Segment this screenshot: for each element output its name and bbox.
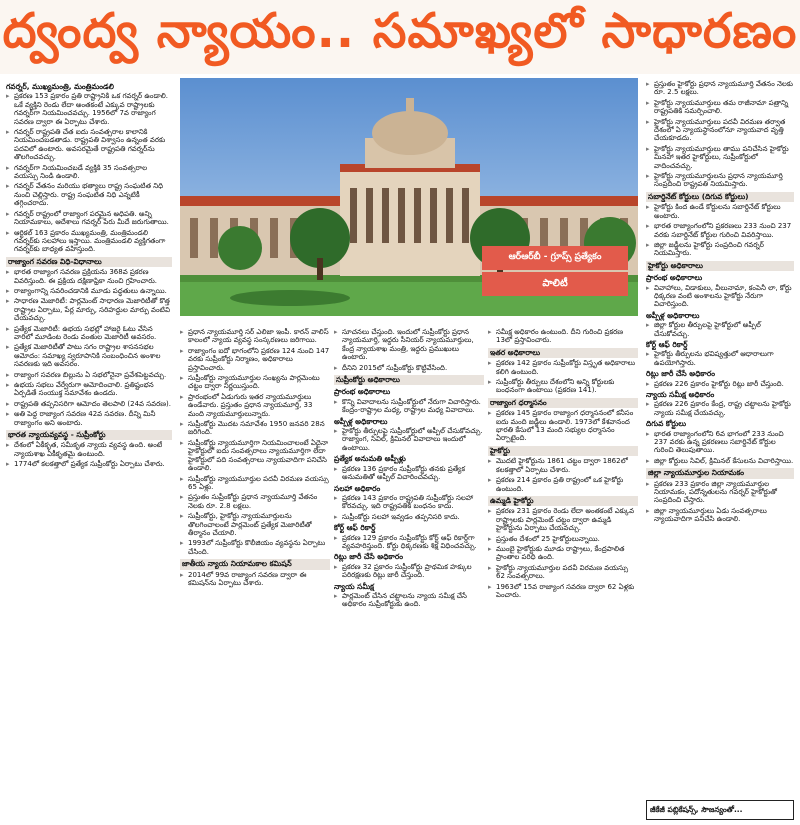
paragraph-list bbox=[334, 494, 484, 521]
paragraph: ▸ జిల్లా కోర్టులు సివిల్, క్రిమినల్ కేసులను విచారిస్తాయి. bbox=[646, 457, 794, 465]
subject-tag: పాలిటీ bbox=[482, 272, 628, 296]
paragraph: ▸ కొన్ని వివాదాలను సుప్రీంకోర్టులో నేరుగా విచారిస్తారు. కేంద్రం-రాష్ట్రాల మధ్య, రాష్ట్రాల మధ్య వివాదాలు. bbox=[334, 398, 484, 415]
section-heading: రాజ్యాంగ సవరణ విధి-విధానాలు bbox=[6, 257, 172, 267]
paragraph: ▸ రాష్ట్రపతి తప్పనిసరిగా ఆమోదం తెలపాలి (24వ సవరణ). bbox=[6, 400, 172, 408]
paragraph-list bbox=[646, 203, 794, 257]
publisher-byline: జీకేజీ పబ్లికేషన్స్, సౌజన్యంతో... bbox=[646, 800, 794, 820]
paragraph: ▸ హైకోర్టు తీర్పులపై సుప్రీంకోర్టులో అప్పీల్ చేసుకోవచ్చు. రాజ్యాంగ, సివిల్, క్రిమినల్ వివాదాలు ఇందులో ఉంటాయి. bbox=[334, 427, 484, 452]
paragraph: ▸ దేశంలో ఏకీకృత, సమీకృత న్యాయ వ్యవస్థ ఉంది. అంటే న్యాయశాఖ ఏకీకృతమై ఉంటుంది. bbox=[6, 441, 172, 458]
paragraph: ▸ ప్రకరణ 142 ప్రకారం సుప్రీంకోర్టు విస్తృత అధికారాలు కలిగి ఉంటుంది. bbox=[488, 359, 638, 376]
subheading: ప్రారంభ అధికారాలు bbox=[646, 273, 703, 283]
paragraph: ▸ సుప్రీంకోర్టు న్యాయమూర్తుల పదవీ విరమణ వయస్సు 65 ఏళ్లు. bbox=[180, 475, 330, 492]
paragraph: ▸ హైకోర్టు న్యాయమూర్తులను ప్రధాన న్యాయమూర్తి సంప్రదించి రాష్ట్రపతి నియమిస్తారు. bbox=[646, 172, 794, 189]
section-heading: జిల్లా న్యాయమూర్తుల నియామకం bbox=[646, 468, 794, 478]
paragraph-list bbox=[180, 571, 330, 588]
paragraph: ▸ ప్రస్తుతం సుప్రీంకోర్టు ప్రధాన న్యాయమూర్తి వేతనం నెలకు రూ. 2.8 లక్షలు. bbox=[180, 493, 330, 510]
paragraph: ▸ రాజ్యాంగ సవరణ బిల్లును ఏ సభలోనైనా ప్రవేశపెట్టవచ్చు. bbox=[6, 371, 172, 379]
paragraph: ▸ దీనిని 2015లో సుప్రీంకోర్టు కొట్టివేసింది. bbox=[334, 364, 484, 372]
paragraph-list bbox=[488, 328, 638, 345]
paragraph: ▸ భారత రాజ్యాంగ సవరణ ప్రక్రియను 368వ ప్రకరణ వివరిస్తుంది. ఈ ప్రక్రియ దక్షిణాఫ్రికా నుంచి గ్రహించారు. bbox=[6, 268, 172, 285]
paragraph: ▸ అతి పెద్ద రాజ్యాంగ సవరణ 42వ సవరణ. దీన్ని మినీ రాజ్యాంగం అని అంటారు. bbox=[6, 410, 172, 427]
paragraph: ▸ భారత రాజ్యాంగంలోని ప్రకరణలు 233 నుంచి 237 వరకు సబార్డినేట్ కోర్టుల గురించి వివరిస్తాయి. bbox=[646, 222, 794, 239]
paragraph: ▸ ప్రస్తుతం హైకోర్టు ప్రధాన న్యాయమూర్తి వేతనం నెలకు రూ. 2.5 లక్షలు. bbox=[646, 80, 794, 97]
paragraph: ▸ హైకోర్టు న్యాయమూర్తులు పదవీ విరమణ తర్వాత దేశంలో ఏ న్యాయస్థానంలోనూ న్యాయవాద వృత్తి చేయకూడదు. bbox=[646, 118, 794, 143]
paragraph-list bbox=[6, 268, 172, 427]
subheading: దిగువ కోర్టులు bbox=[646, 419, 687, 429]
paragraph: ▸ ప్రకరణ 214 ప్రకారం ప్రతి రాష్ట్రంలో ఒక హైకోర్టు ఉంటుంది. bbox=[488, 476, 638, 493]
section-heading: జాతీయ న్యాయ నియామకాల కమిషన్ bbox=[180, 559, 330, 569]
paragraph: ▸ 1774లో కలకత్తాలో ప్రత్యేక సుప్రీంకోర్టు ఏర్పాటు చేశారు. bbox=[6, 460, 172, 468]
middle-column-3 bbox=[488, 328, 638, 818]
paragraph-list bbox=[488, 457, 638, 493]
paragraph-list bbox=[488, 409, 638, 443]
paragraph: ▸ హైకోర్టు న్యాయమూర్తులు తమ రాజీనామా పత్రాన్ని రాష్ట్రపతికి సమర్పించాలి. bbox=[646, 99, 794, 116]
paragraph: ▸ రాజ్యాంగం ఐదో భాగంలోని ప్రకరణ 124 నుంచి 147 వరకు సుప్రీంకోర్టు నిర్మాణం, అధికారాలు ప్రస్తావించారు. bbox=[180, 347, 330, 372]
paragraph-list bbox=[334, 592, 484, 609]
headline-banner bbox=[0, 0, 800, 74]
paragraph: ▸ ప్రత్యేక మెజారిటీతో పాటు సగం రాష్ట్రాల శాసనసభల ఆమోదం: సమాఖ్య స్వరూపానికి సంబంధించిన అంశాల సవరణకు ఇది అవసరం. bbox=[6, 343, 172, 368]
paragraph: ▸ సమీక్ష అధికారం ఉంటుంది. దీని గురించి ప్రకరణ 13లో ప్రస్తావించారు. bbox=[488, 328, 638, 345]
paragraph: ▸ ప్రత్యేక మెజారిటీ: ఉభయ సభల్లో హాజరై ఓటు వేసిన వారిలో మూడింట రెండు వంతుల మెజారిటీ అవసరం. bbox=[6, 325, 172, 342]
paragraph: ▸ ప్రకరణ 226 ప్రకారం కేంద్ర, రాష్ట్ర చట్టాలను హైకోర్టు న్యాయ సమీక్ష చేయవచ్చు. bbox=[646, 400, 794, 417]
paragraph-list bbox=[334, 465, 484, 482]
paragraph: ▸ మొదటి హైకోర్టును 1861 చట్టం ద్వారా 1862లో కలకత్తాలో ఏర్పాటు చేశారు. bbox=[488, 457, 638, 474]
paragraph: ▸ ప్రకరణ 231 ప్రకారం రెండు లేదా అంతకంటే ఎక్కువ రాష్ట్రాలకు పార్లమెంట్ చట్టం ద్వారా ఉమ్మడి హైకోర్టును ఏర్పాటు చేయవచ్చు. bbox=[488, 507, 638, 532]
paragraph-list bbox=[646, 430, 794, 466]
paragraph: ▸ ప్రకరణ 233 ప్రకారం జిల్లా న్యాయమూర్తుల నియామకం, పదోన్నతులను గవర్నర్ హైకోర్టుతో సంప్రదించి చేస్తారు. bbox=[646, 480, 794, 505]
section-heading: గవర్నర్, ముఖ్యమంత్రి, మంత్రిమండలి bbox=[6, 82, 114, 91]
subheading: రిట్లు జారీ చేసే అధికారం bbox=[646, 369, 715, 379]
paragraph: ▸ సుప్రీంకోర్టు మొదట సమావేశం 1950 జనవరి 28న జరిగింది. bbox=[180, 420, 330, 437]
paragraph-list bbox=[180, 328, 330, 556]
subheading: అప్పీళ్ల అధికారాలు bbox=[646, 310, 700, 320]
paragraph: ▸ సాధారణ మెజారిటీ: పార్లమెంట్ సాధారణ మెజారిటీతో కొత్త రాష్ట్రాల ఏర్పాటు, పేర్ల మార్పు, సరిహద్దుల మార్పు వంటివి చేయవచ్చు. bbox=[6, 297, 172, 322]
paragraph: ▸ రాజ్యాంగాన్ని సవరించడానికి మూడు పద్ధతులు ఉన్నాయి. bbox=[6, 287, 172, 295]
paragraph-list bbox=[646, 321, 794, 338]
paragraph: ▸ జిల్లా న్యాయమూర్తులు ఏడు సంవత్సరాలు న్యాయవాదిగా పనిచేసి ఉండాలి. bbox=[646, 507, 794, 524]
section-heading: ఇతర అధికారాలు bbox=[488, 348, 638, 358]
paragraph-list bbox=[334, 563, 484, 580]
subheading: కోర్ట్ ఆఫ్ రికార్డ్ bbox=[646, 339, 688, 349]
paragraph: ▸ వివాహాలు, విడాకులు, వీలునామా, కంపెనీ లా, కోర్టు ధిక్కరణ వంటి అంశాలను హైకోర్టు నేరుగా విచారిస్తుంది. bbox=[646, 284, 794, 309]
paragraph: ▸ ప్రకరణ 32 ప్రకారం సుప్రీంకోర్టు ప్రాథమిక హక్కుల పరిరక్షణకు రిట్లు జారీ చేస్తుంది. bbox=[334, 563, 484, 580]
subheading: న్యాయ సమీక్ష bbox=[334, 581, 375, 591]
section-heading: రాజ్యాంగ ధర్మాసనం bbox=[488, 398, 638, 408]
subheading: ప్రత్యేక అనుమతి అప్పీళ్లు bbox=[334, 454, 406, 464]
paragraph: ▸ ఉభయ సభలు వేర్వేరుగా ఆమోదించాలి. ప్రతిష్టంభన ఏర్పడితే సంయుక్త సమావేశం ఉండదు. bbox=[6, 381, 172, 398]
paragraph-list bbox=[6, 92, 172, 253]
paragraph: ▸ ప్రకరణ 153 ప్రకారం ప్రతి రాష్ట్రానికి ఒక గవర్నర్ ఉండాలి. ఒకే వ్యక్తిని రెండు లేదా అంతకంటే ఎక్కువ రాష్ట్రాలకు గవర్నర్‌గా నియమించవచ్చు. 1956లో 7వ రాజ్యాంగ సవరణ ద్వారా ఈ ఏర్పాటు చేశారు. bbox=[6, 92, 172, 126]
paragraph: ▸ సుప్రీంకోర్టు సలహా ఇవ్వడం తప్పనిసరి కాదు. bbox=[334, 513, 484, 521]
paragraph: ▸ ప్రధాన న్యాయమూర్తి సర్ ఎలిజా ఇంపీ. కారన్ వాలిస్ కాలంలో న్యాయ వ్యవస్థ సంస్కరణలు జరిగాయి. bbox=[180, 328, 330, 345]
paragraph: ▸ భారత రాజ్యాంగంలోని 6వ భాగంలో 233 నుంచి 237 వరకు ఉన్న ప్రకరణలు సబార్డినేట్ కోర్టుల గురించి తెలుపుతాయి. bbox=[646, 430, 794, 455]
paragraph: ▸ ప్రకరణ 226 ప్రకారం హైకోర్టు రిట్లు జారీ చేస్తుంది. bbox=[646, 380, 794, 388]
paragraph: ▸ ప్రకరణ 145 ప్రకారం రాజ్యాంగ ధర్మాసనంలో కనీసం ఐదు మంది జడ్జీలు ఉండాలి. 1973లో కేశవానంద భారతి కేసులో 13 మంది సభ్యుల ధర్మాసనం ఏర్పాటైంది. bbox=[488, 409, 638, 443]
paragraph-list bbox=[646, 284, 794, 309]
paragraph: ▸ 1993లో సుప్రీంకోర్టు కొలీజియం వ్యవస్థను ఏర్పాటు చేసింది. bbox=[180, 539, 330, 556]
section-heading: సబార్డినేట్ కోర్టులు (దిగువ కోర్టులు) bbox=[646, 192, 794, 202]
section-heading: భారత న్యాయవ్యవస్థ - సుప్రీంకోర్టు bbox=[6, 430, 172, 440]
paragraph-list bbox=[6, 441, 172, 468]
left-column bbox=[6, 80, 172, 820]
section-heading: హైకోర్టు అధికారాలు bbox=[646, 261, 794, 271]
paragraph: ▸ హైకోర్టు తీర్పులను భవిష్యత్తులో ఆధారాలుగా ఉపయోగిస్తారు. bbox=[646, 350, 794, 367]
paragraph: ▸ ప్రారంభంలో ఏడుగురు ఇతర న్యాయమూర్తులు ఉండేవారు. ప్రస్తుతం ప్రధాన న్యాయమూర్తి, 33 మంది న్యాయమూర్తులున్నారు. bbox=[180, 393, 330, 418]
paragraph-list bbox=[334, 427, 484, 452]
paragraph-list bbox=[646, 480, 794, 524]
paragraph-list bbox=[646, 400, 794, 417]
paragraph: ▸ హైకోర్టు న్యాయమూర్తుల పదవీ విరమణ వయస్సు 62 సంవత్సరాలు. bbox=[488, 564, 638, 581]
paragraph: ▸ హైకోర్టు కింద ఉండే కోర్టులను సబార్డినేట్ కోర్టులు అంటారు. bbox=[646, 203, 794, 220]
paragraph: ▸ సుప్రీంకోర్టు, హైకోర్టు న్యాయమూర్తులను తొలగించాలంటే పార్లమెంట్ ప్రత్యేక మెజారిటీతో తీర్మానం చేయాలి. bbox=[180, 512, 330, 537]
middle-column-1 bbox=[180, 328, 330, 818]
subheading: సలహా అధికారం bbox=[334, 483, 381, 493]
paragraph: ▸ సుప్రీంకోర్టు న్యాయమూర్తిగా నియమించాలంటే ఏదైనా హైకోర్టులో ఐదు సంవత్సరాలు న్యాయమూర్తిగా లేదా హైకోర్టులో పది సంవత్సరాలు న్యాయవాదిగా పనిచేసి ఉండాలి. bbox=[180, 439, 330, 473]
paragraph-list bbox=[334, 398, 484, 415]
series-tag: ఆర్‌ఆర్‌బీ - గ్రూప్స్ ప్రత్యేకం bbox=[482, 246, 628, 270]
paragraph: ▸ ప్రస్తుతం దేశంలో 25 హైకోర్టులున్నాయి. bbox=[488, 535, 638, 543]
paragraph-list bbox=[488, 507, 638, 599]
paragraph-list bbox=[488, 359, 638, 395]
paragraph: ▸ గవర్నర్ వేతనం మరియు భత్యాలు రాష్ట్ర సంఘటిత నిధి నుంచి చెల్లిస్తారు. రాష్ట్ర సంఘటిత నిధి ఎన్నటికీ తగ్గించరాదు. bbox=[6, 182, 172, 207]
paragraph: ▸ ప్రకరణ 143 ప్రకారం రాష్ట్రపతి సుప్రీంకోర్టు సలహా కోరవచ్చు. ఇది రాష్ట్రపతికి బంధనం కాదు. bbox=[334, 494, 484, 511]
section-heading: ఉమ్మడి హైకోర్టు bbox=[488, 496, 638, 506]
paragraph: ▸ గవర్నర్ రాష్ట్రంలో రాజ్యాంగ పరమైన అధిపతి. అన్ని నియామకాలు, ఆదేశాలు గవర్నర్ పేరు మీదే జరుగుతాయి. bbox=[6, 210, 172, 227]
subheading: కోర్ట్ ఆఫ్ రికార్డ్ bbox=[334, 523, 376, 533]
paragraph: ▸ జిల్లా జడ్జీలను హైకోర్టు సంప్రదించి గవర్నర్ నియమిస్తారు. bbox=[646, 241, 794, 258]
subheading: రిట్లు జారీ చేసే అధికారం bbox=[334, 552, 403, 562]
middle-column-2 bbox=[334, 328, 484, 818]
section-heading: హైకోర్టు bbox=[488, 446, 638, 456]
paragraph: ▸ ప్రకరణ 129 ప్రకారం సుప్రీంకోర్టు కోర్ట్ ఆఫ్ రికార్డ్‌గా వ్యవహరిస్తుంది. కోర్టు ధిక్కరణకు శిక్ష విధించవచ్చు. bbox=[334, 534, 484, 551]
paragraph: ▸ సుప్రీంకోర్టు తీర్పులు దేశంలోని అన్ని కోర్టులకు బంధనంగా ఉంటాయి (ప్రకరణ 141). bbox=[488, 378, 638, 395]
paragraph-list bbox=[646, 350, 794, 367]
paragraph: ▸ గవర్నర్‌గా నియమించబడే వ్యక్తికి 35 సంవత్సరాల వయస్సు నిండి ఉండాలి. bbox=[6, 164, 172, 181]
subheading: ప్రారంభ అధికారాలు bbox=[334, 387, 391, 397]
paragraph: ▸ 2014లో 99వ రాజ్యాంగ సవరణ ద్వారా ఈ కమిషన్‌ను ఏర్పాటు చేశారు. bbox=[180, 571, 330, 588]
paragraph-list bbox=[334, 328, 484, 372]
paragraph: ▸ సూచనలు చేస్తుంది. ఇందులో సుప్రీంకోర్టు ప్రధాన న్యాయమూర్తి, ఇద్దరు సీనియర్ న్యాయమూర్తులు, కేంద్ర న్యాయశాఖ మంత్రి, ఇద్దరు ప్రముఖులు ఉంటారు. bbox=[334, 328, 484, 362]
paragraph: ▸ ఆర్టికల్ 163 ప్రకారం ముఖ్యమంత్రి, మంత్రిమండలి గవర్నర్‌కు సలహాలు ఇస్తాయి. మంత్రిమండలి వ్యక్తిగతంగా గవర్నర్‌కు బాధ్యత వహిస్తుంది. bbox=[6, 229, 172, 254]
paragraph: ▸ గవర్నర్ రాష్ట్రపతి చేత ఐదు సంవత్సరాల కాలానికి నియమించబడతాడు. రాష్ట్రపతి విశ్వాసం ఉన్నంత వరకు పదవిలో ఉంటారు. అవసరమైతే రాష్ట్రపతి గవర్నర్‌ను తొలగించవచ్చు. bbox=[6, 128, 172, 162]
right-column bbox=[646, 80, 794, 820]
paragraph: ▸ ప్రకరణ 136 ప్రకారం సుప్రీంకోర్టు తనకు ప్రత్యేక అనుమతితో అప్పీల్ విచారించవచ్చు. bbox=[334, 465, 484, 482]
paragraph: ▸ 1963లో 15వ రాజ్యాంగ సవరణ ద్వారా 62 ఏళ్లకు పెంచారు. bbox=[488, 583, 638, 600]
paragraph-list bbox=[334, 534, 484, 551]
paragraph: ▸ సుప్రీంకోర్టు న్యాయమూర్తుల సంఖ్యను పార్లమెంటు చట్టం ద్వారా నిర్ణయిస్తుంది. bbox=[180, 374, 330, 391]
paragraph: ▸ పార్లమెంట్ చేసిన చట్టాలను న్యాయ సమీక్ష చేసే అధికారం సుప్రీంకోర్టుకు ఉంది. bbox=[334, 592, 484, 609]
paragraph: ▸ ముంబై హైకోర్టుకు మూడు రాష్ట్రాలు, కేంద్రపాలిత ప్రాంతాల పరిధి ఉంది. bbox=[488, 545, 638, 562]
paragraph-list bbox=[646, 80, 794, 189]
paragraph: ▸ హైకోర్టు న్యాయమూర్తులు తాము పనిచేసిన హైకోర్టు మినహా ఇతర హైకోర్టులు, సుప్రీంకోర్టులో వాదించవచ్చు. bbox=[646, 145, 794, 170]
subheading: న్యాయ సమీక్ష అధికారం bbox=[646, 390, 715, 399]
paragraph-list bbox=[646, 380, 794, 388]
paragraph: ▸ జిల్లా కోర్టుల తీర్పులపై హైకోర్టులో అప్పీల్ చేసుకోవచ్చు. bbox=[646, 321, 794, 338]
headline: ద్వంద్వ న్యాయం.. సమాఖ్యలో సాధారణం bbox=[2, 3, 798, 59]
section-heading: సుప్రీంకోర్టు అధికారాలు bbox=[334, 375, 484, 385]
subheading: అప్పీళ్ల అధికారాలు bbox=[334, 416, 388, 426]
